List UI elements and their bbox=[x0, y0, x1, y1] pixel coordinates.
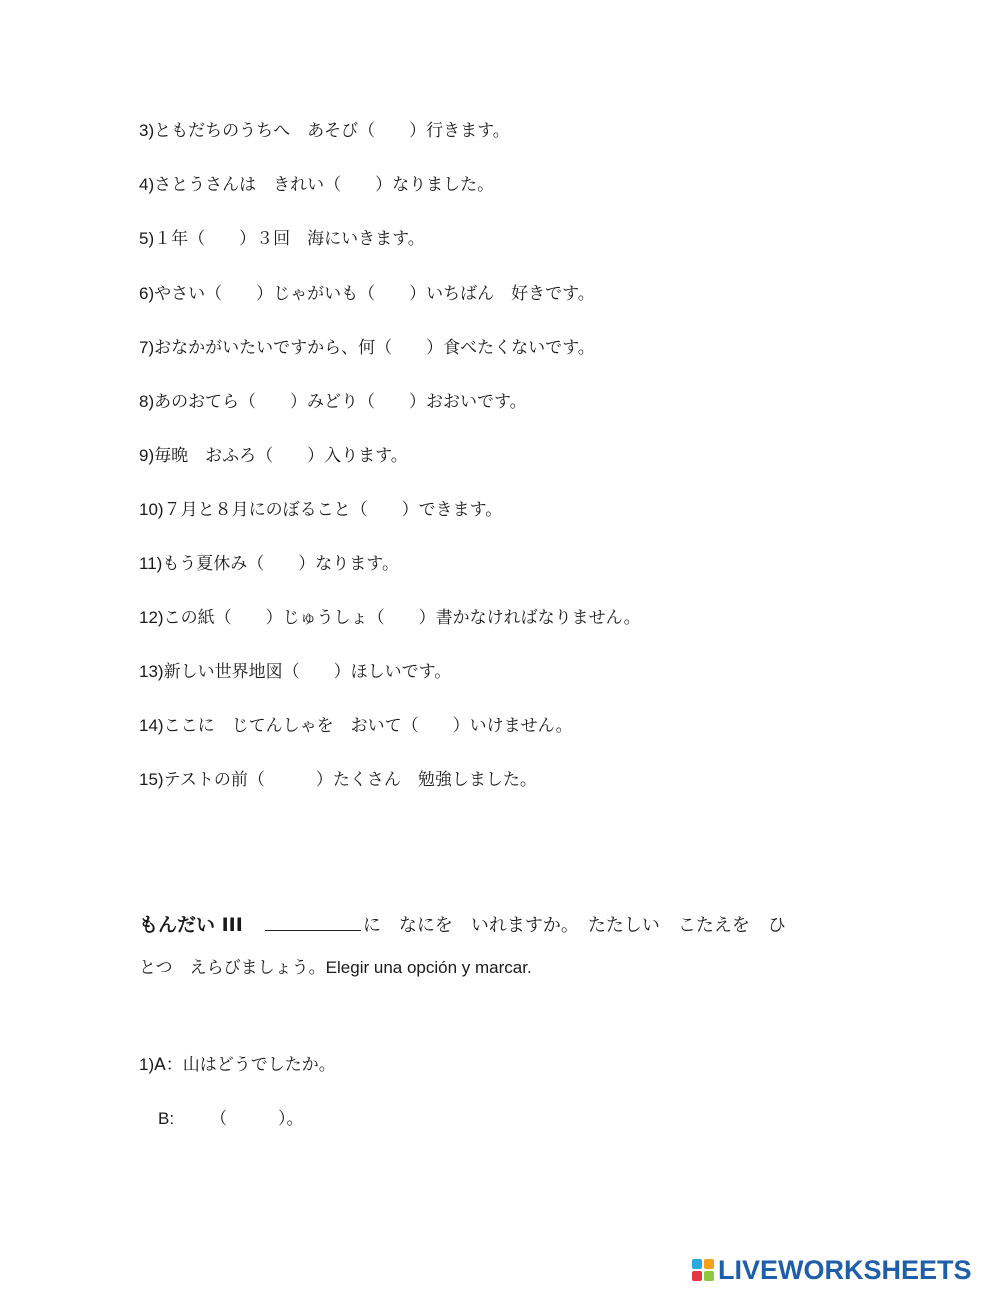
question-6 bbox=[139, 283, 595, 305]
question-text: もう夏休み（ ）なります。 bbox=[162, 554, 399, 574]
question-text: １年（ ）３回 海にいきます。 bbox=[154, 229, 425, 249]
section-title: もんだい III bbox=[139, 914, 243, 936]
section-instruction-line-2 bbox=[139, 957, 532, 979]
logo-square-icon bbox=[692, 1259, 702, 1269]
logo-mark-icon bbox=[692, 1259, 714, 1281]
question-number: 1) bbox=[139, 1055, 155, 1074]
question-number: 6) bbox=[139, 284, 155, 303]
section-instruction-b-jp: とつ えらびましょう。 bbox=[139, 958, 326, 978]
answer-blank-line bbox=[265, 914, 361, 931]
question-text: ここに じてんしゃを おいて（ ）いけません。 bbox=[163, 716, 573, 736]
question-number: 11) bbox=[139, 554, 163, 573]
question-number: 5) bbox=[139, 229, 155, 248]
question-number: 4) bbox=[139, 175, 155, 194]
question-14 bbox=[139, 715, 573, 737]
question-text: やさい（ ）じゃがいも（ ）いちばん 好きです。 bbox=[154, 284, 595, 304]
question-8 bbox=[139, 391, 527, 413]
question-3 bbox=[139, 120, 510, 142]
question-15 bbox=[139, 769, 537, 791]
question-text: A：山はどうでしたか。 bbox=[154, 1055, 336, 1075]
exercise-1-line-a bbox=[139, 1054, 336, 1076]
liveworksheets-logo bbox=[692, 1256, 972, 1284]
question-text: さとうさんは きれい（ ）なりました。 bbox=[154, 175, 495, 195]
logo-square-icon bbox=[704, 1271, 714, 1281]
logo-square-icon bbox=[692, 1271, 702, 1281]
section-header bbox=[139, 913, 786, 938]
question-text: おなかがいたいですから、何（ ）食べたくないです。 bbox=[154, 338, 595, 358]
question-text: ともだちのうちへ あそび（ ）行きます。 bbox=[154, 121, 510, 141]
question-number: 10) bbox=[139, 500, 164, 519]
question-number: 13) bbox=[139, 662, 164, 681]
question-text: ７月と８月にのぼること（ ）できます。 bbox=[163, 500, 503, 520]
question-4 bbox=[139, 174, 494, 196]
question-number: 14) bbox=[139, 716, 164, 735]
answer-blank[interactable]: （ ）。 bbox=[210, 1109, 304, 1129]
question-11 bbox=[139, 553, 399, 575]
question-5 bbox=[139, 228, 425, 250]
question-number: 12) bbox=[139, 608, 164, 627]
question-number: 8) bbox=[139, 392, 155, 411]
question-7 bbox=[139, 337, 595, 359]
question-9 bbox=[139, 445, 408, 467]
section-instruction-b-es: Elegir una opción y marcar. bbox=[325, 958, 532, 977]
question-13 bbox=[139, 661, 451, 683]
speaker-label: B: bbox=[158, 1109, 175, 1128]
question-text: この紙（ ）じゅうしょ（ ）書かなければなりません。 bbox=[163, 608, 641, 628]
exercise-1-line-b bbox=[158, 1108, 304, 1130]
question-number: 3) bbox=[139, 121, 155, 140]
question-10 bbox=[139, 499, 502, 521]
question-12 bbox=[139, 607, 641, 629]
question-number: 15) bbox=[139, 770, 164, 789]
question-text: 毎晩 おふろ（ ）入ります。 bbox=[154, 446, 408, 466]
section-instruction-a: に なにを いれますか。 たたしい こたえを ひ bbox=[362, 915, 786, 936]
question-number: 9) bbox=[139, 446, 155, 465]
question-text: テストの前（ ）たくさん 勉強しました。 bbox=[163, 770, 537, 790]
question-text: 新しい世界地図（ ）ほしいです。 bbox=[163, 662, 452, 682]
logo-square-icon bbox=[704, 1259, 714, 1269]
question-number: 7) bbox=[139, 338, 155, 357]
question-text: あのおてら（ ）みどり（ ）おおいです。 bbox=[154, 392, 527, 412]
logo-text: LIVEWORKSHEETS bbox=[718, 1254, 972, 1285]
